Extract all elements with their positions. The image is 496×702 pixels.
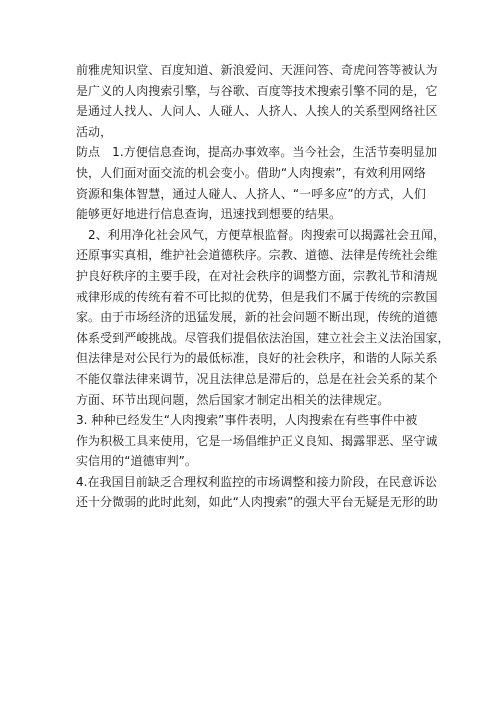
text-line: 实信用的“道德审判”。 [76,454,197,469]
text-line: 戒律形成的传统有着不可比拟的优势，但是我们不属于传统的宗教国 [76,289,438,304]
text-line: 3. 种种已经发生“人肉搜索”事件表明，人肉搜索在有些事件中被 [76,413,418,428]
body-text [76,60,450,513]
text-line: 前雅虎知识堂、百度知道、新浪爱问、天涯问答、奇虎问答等被认为 [76,63,438,77]
text-line: 4.在我国目前缺乏合理权利监控的市场调整和接力阶段，在民意诉讼 [76,474,438,489]
text-line: 还原事实真相，维护社会道德秩序。宗教、道德、法律是传统社会维 [76,248,438,263]
text-line: 但法律是对公民行为的最低标准，良好的社会秩序，和谐的人际关系 [76,351,438,366]
text-line: 能够更好地进行信息查询，迅速找到想要的结果。 [76,207,342,222]
text-line: 不能仅靠法律来调节，况且法律总是滞后的，总是在社会关系的某个 [76,371,438,386]
text-line: 家。由于市场经济的迅猛发展，新的社会问题不断出现，传统的道德 [76,310,438,325]
text-line: 是通过人找人、人问人、人碰人、人挤人、人挨人的关系型网络社区 [76,104,438,119]
text-line: 快，人们面对面交流的机会变小。借助“人肉搜索”，有效利用网络 [76,165,426,180]
text-line: 方面、环节出现问题，然后国家才制定出相关的法律规定。 [76,392,390,407]
text-line: 防点 1.方便信息查询，提高办事效率。当今社会，生活节奏明显加 [76,145,438,160]
text-line: 还十分微弱的此时此刻，如此“人肉搜索”的强大平台无疑是无形的助 [76,495,438,510]
text-line: 护良好秩序的主要手段，在对社会秩序的调整方面，宗教礼节和清规 [76,268,438,283]
text-line: 活动， [76,124,113,139]
text-line: 资源和集体智慧，通过人碰人、人挤人、“一呼多应”的方式，人们 [76,186,426,201]
text-line: 2、利用净化社会风气，方便草根监督。肉搜索可以揭露社会丑闻， [76,227,446,242]
text-line: 是广义的人肉搜索引擎，与谷歌、百度等技术搜索引擎不同的是，它 [76,83,438,98]
text-line: 作为积极工具来使用，它是一场倡维护正义良知、揭露罪恶、坚守诚 [76,433,438,448]
text-line: 体系受到严峻挑战。尽管我们提倡依法治国，建立社会主义法治国家， [76,330,450,345]
